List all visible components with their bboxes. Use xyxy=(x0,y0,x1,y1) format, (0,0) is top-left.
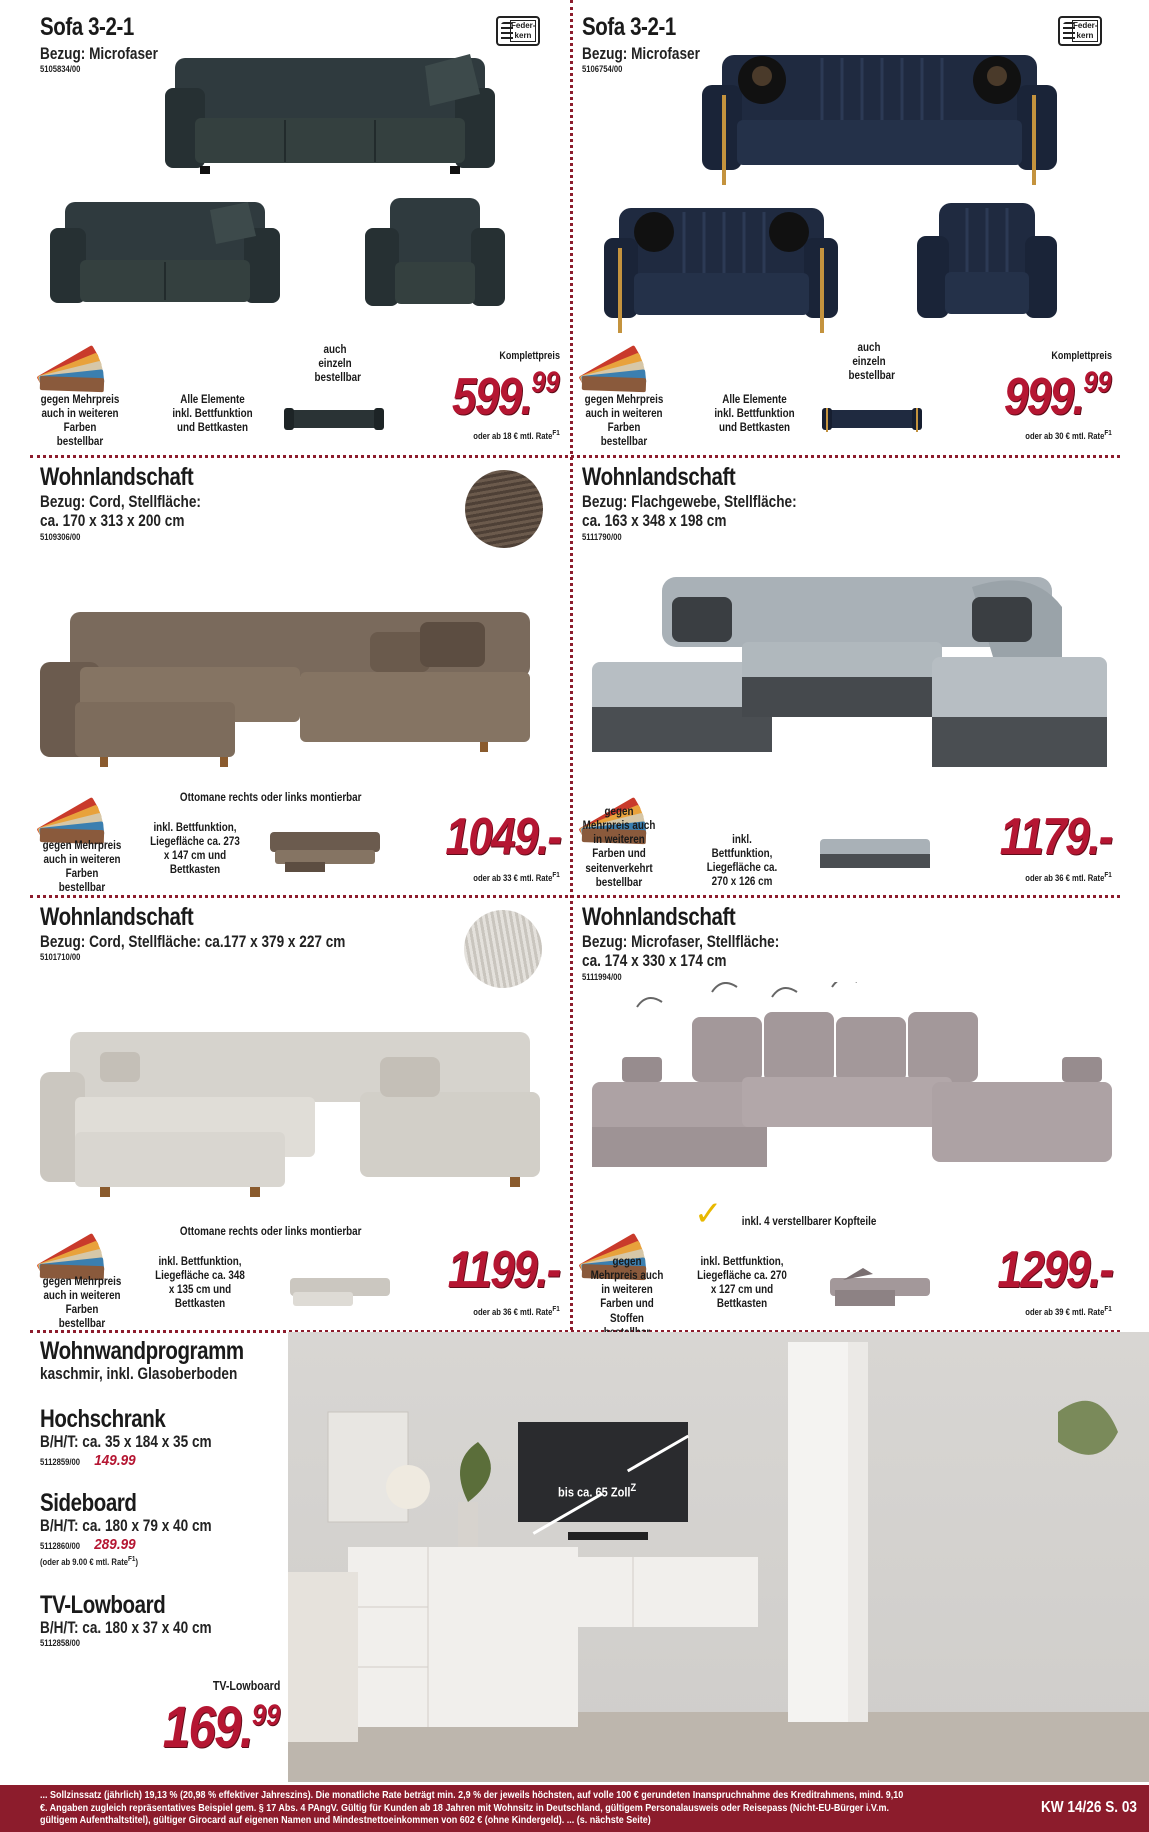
item-name: TV-Lowboard xyxy=(40,1591,166,1619)
page-number: KW 14/26 S. 03 xyxy=(1040,1799,1137,1816)
offer-price: 1199.- xyxy=(448,1241,560,1299)
color-note: gegen Mehrpreis auch in weiteren Farben bestellbar xyxy=(584,392,664,449)
item-dims: B/H/T: ca. 35 x 184 x 35 cm xyxy=(40,1432,212,1451)
row-divider-2 xyxy=(30,895,1120,898)
armchair-image xyxy=(917,198,1057,328)
offer-cover: Bezug: Cord, Stellfläche: xyxy=(40,492,201,511)
color-fan-icon xyxy=(40,792,110,842)
item-dims: B/H/T: ca. 180 x 79 x 40 cm xyxy=(40,1516,212,1535)
offer-price: 1179.- xyxy=(1000,808,1112,866)
offer-sofa-321-grey[interactable] xyxy=(40,10,560,450)
footer-text: ... Sollzinssatz (jährlich) 19,13 % (20,98 % effektiver Jahreszins). Die monatliche Rate beträgt min. 2,9 % der jeweils höchsten, auf volle 100 € gerundeten Inanspruchnahme des Kreditrahmens, mind. 9,10 €. Angaben zugleich repräsentatives Beispiel gem. § 17 Abs. 4 PAngV. Gültig für Kunden ab 18 Jahren mit Wohnsitz in Deutschland, gültigem Personalausweis oder Reisepass (Nicht-EU-Bürger i.V.m. gültigem Aufenthaltstitel), gültiger Girocard auf eigenen Namen und Mindestnettoeinkommen von 602 € (ohne Kindergeld). ... (s. nächste Seite) xyxy=(40,1790,904,1826)
elements-note: inkl. Bettfunktion, Liegefläche ca. 348 x 135 cm und Bettkasten xyxy=(155,1254,245,1311)
offer-price: 1299.- xyxy=(996,1241,1112,1299)
article-number: 5111790/00 xyxy=(582,532,622,542)
color-fan-icon xyxy=(40,340,110,390)
offer-cover: Bezug: Cord, Stellfläche: ca.177 x 379 x 227 cm xyxy=(40,932,346,951)
mount-note: Ottomane rechts oder links montierbar xyxy=(179,1224,362,1238)
rate-note: oder ab 30 € mtl. Rate$^{F1}$ xyxy=(1025,428,1112,441)
sofa-bed-thumbnail xyxy=(265,822,385,877)
item-rate: (oder ab 9.00 € mtl. Rate$^{F1}$) xyxy=(40,1554,139,1567)
corner-sofa-image xyxy=(40,572,560,772)
offer-price: 599.99 xyxy=(452,366,560,426)
offer-cover: Bezug: Microfaser xyxy=(40,44,158,63)
sofa-bed-thumbnail xyxy=(285,1270,395,1315)
item-article-price: 5112859/00 149.99 xyxy=(40,1452,136,1469)
item-article-price: 5112860/00 289.99 xyxy=(40,1536,136,1553)
offer-wohnlandschaft-cord-brown[interactable] xyxy=(40,462,560,895)
sofa-2-seater-image xyxy=(50,190,280,315)
offer-dimensions: ca. 174 x 330 x 174 cm xyxy=(582,951,727,970)
row-divider-1 xyxy=(30,455,1120,458)
item-name: Sideboard xyxy=(40,1489,137,1517)
offer-wohnlandschaft-flachgewebe[interactable] xyxy=(582,462,1112,890)
wall-subtitle: kaschmir, inkl. Glasoberboden xyxy=(40,1364,238,1383)
footer-legal xyxy=(0,1785,1149,1832)
article-number: 5101710/00 xyxy=(40,952,81,962)
rate-note: oder ab 39 € mtl. Rate$^{F1}$ xyxy=(1025,1304,1112,1317)
elements-note: Alle Elemente inkl. Bettfunktion und Bettkasten xyxy=(714,392,795,435)
wall-price: 169.99 xyxy=(162,1695,280,1760)
wall-unit-offer[interactable] xyxy=(40,1338,280,1778)
offer-title: Wohnlandschaft xyxy=(582,463,736,491)
offer-price: 999.99 xyxy=(1004,366,1112,426)
offer-title: Wohnlandschaft xyxy=(40,903,194,931)
sofa-3-seater-image xyxy=(165,38,495,178)
rate-note: oder ab 33 € mtl. Rate$^{F1}$ xyxy=(473,870,560,883)
single-note: auch einzeln bestellbar xyxy=(848,340,895,383)
feder-kern-badge-icon: Feder-kern xyxy=(1058,16,1102,46)
color-fan-icon xyxy=(582,340,652,390)
offer-cover: Bezug: Microfaser, Stellfläche: xyxy=(582,932,780,951)
item-dims: B/H/T: ca. 180 x 37 x 40 cm xyxy=(40,1618,212,1637)
sofa-3-seater-image xyxy=(702,40,1057,190)
offer-title: Wohnlandschaft xyxy=(582,903,736,931)
price-label: Komplettpreis xyxy=(1051,350,1112,362)
sofa-bed-thumbnail xyxy=(825,1260,935,1315)
corner-sofa-image xyxy=(592,982,1112,1182)
check-note: inkl. 4 verstellbarer Kopfteile xyxy=(741,1214,877,1228)
feder-kern-badge-icon: Feder-kern xyxy=(496,16,540,46)
rate-note: oder ab 36 € mtl. Rate$^{F1}$ xyxy=(1025,870,1112,883)
offer-title: Sofa 3-2-1 xyxy=(582,13,676,41)
article-number: 5105834/00 xyxy=(40,64,81,74)
article-number: 5112858/00 xyxy=(40,1638,81,1648)
elements-note: inkl. Bettfunktion, Liegefläche ca. 270 x 127 cm und Bettkasten xyxy=(697,1254,787,1311)
offer-cover: Bezug: Microfaser xyxy=(582,44,700,63)
mount-note: Ottomane rechts oder links montierbar xyxy=(179,790,362,804)
elements-note: Alle Elemente inkl. Bettfunktion und Bettkasten xyxy=(172,392,253,435)
color-note: gegen Mehrpreis auch in weiteren Farben und seitenverkehrt bestellbar xyxy=(582,804,656,889)
item-name: Hochschrank xyxy=(40,1405,166,1433)
color-note: gegen Mehrpreis auch in weiteren Farben bestellbar xyxy=(42,838,122,895)
sofa-2-seater-image xyxy=(604,198,839,333)
rate-note: oder ab 18 € mtl. Rate$^{F1}$ xyxy=(473,428,560,441)
tv-size-note: bis ca. 65 Zoll$^Z$ xyxy=(558,1482,637,1500)
offer-title: Sofa 3-2-1 xyxy=(40,13,134,41)
color-fan-icon xyxy=(40,1228,110,1278)
color-note: gegen Mehrpreis auch in weiteren Farben bestellbar xyxy=(42,1274,122,1331)
sofa-bed-thumbnail xyxy=(815,834,935,879)
corner-sofa-image xyxy=(40,1002,560,1212)
living-room-photo xyxy=(288,1332,1149,1782)
price-label: Komplettpreis xyxy=(499,350,560,362)
offer-dimensions: ca. 170 x 313 x 200 cm xyxy=(40,511,185,530)
color-note: gegen Mehrpreis auch in weiteren Farben und Stoffen xyxy=(590,1254,664,1325)
fabric-swatch-image xyxy=(465,470,543,548)
offer-wohnlandschaft-microfaser[interactable] xyxy=(582,902,1112,1326)
article-number: 5111994/00 xyxy=(582,972,622,982)
offer-sofa-321-navy[interactable] xyxy=(582,10,1112,450)
offer-wohnlandschaft-cord-beige[interactable] xyxy=(40,902,560,1331)
color-note: gegen Mehrpreis auch in weiteren Farben bestellbar xyxy=(40,392,120,449)
armchair-image xyxy=(365,190,505,315)
wall-title: Wohnwandprogramm xyxy=(40,1337,244,1365)
elements-note: inkl. Bettfunktion, Liegefläche ca. 270 x 126 cm xyxy=(706,832,778,889)
price-label: TV-Lowboard xyxy=(212,1678,280,1693)
offer-dimensions: ca. 163 x 348 x 198 cm xyxy=(582,511,727,530)
offer-price: 1049.- xyxy=(444,808,560,866)
elements-note: inkl. Bettfunktion, Liegefläche ca. 273 x 147 cm und Bettkasten xyxy=(150,820,240,877)
fabric-swatch-image xyxy=(464,910,542,988)
checkmark-icon: ✓ xyxy=(694,1195,723,1233)
offer-cover: Bezug: Flachgewebe, Stellfläche: xyxy=(582,492,797,511)
sofa-bed-thumbnail xyxy=(822,402,922,432)
offer-title: Wohnlandschaft xyxy=(40,463,194,491)
article-number: 5109306/00 xyxy=(40,532,81,542)
single-note: auch einzeln bestellbar xyxy=(314,342,361,385)
corner-sofa-image xyxy=(592,557,1112,777)
article-number: 5106754/00 xyxy=(582,64,623,74)
rate-note: oder ab 36 € mtl. Rate$^{F1}$ xyxy=(473,1304,560,1317)
vertical-divider xyxy=(570,0,573,1330)
sofa-bed-thumbnail xyxy=(284,402,384,432)
